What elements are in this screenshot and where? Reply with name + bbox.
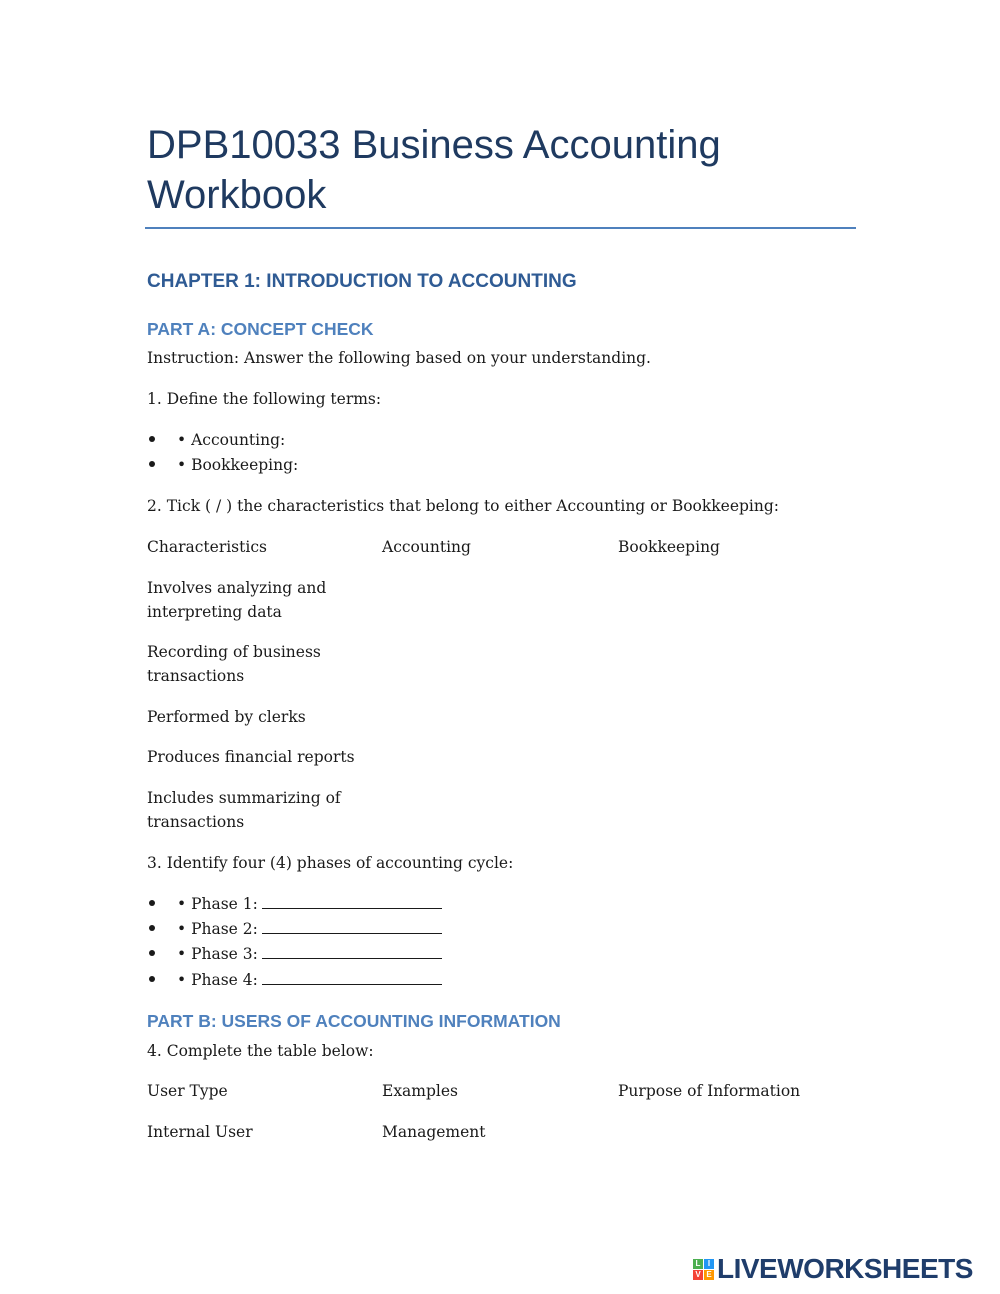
- answer-blank[interactable]: [262, 969, 442, 985]
- bullet-icon: [149, 461, 155, 467]
- bullet-icon: [149, 436, 155, 442]
- part-a-heading: PART A: CONCEPT CHECK: [147, 319, 374, 339]
- table-row: Produces financial reports: [147, 748, 355, 766]
- question-2: 2. Tick ( / ) the characteristics that belong to either Accounting or Bookkeeping:: [147, 497, 780, 515]
- bullet-icon: [149, 950, 155, 956]
- table-cell: Internal User: [147, 1123, 253, 1141]
- bullet-icon: [149, 925, 155, 931]
- list-item: • Phase 1:: [147, 892, 442, 916]
- logo-icon: L I V E: [693, 1259, 714, 1280]
- list-item: • Phase 4:: [147, 968, 442, 992]
- table-header: Examples: [382, 1082, 459, 1100]
- bullet-icon: [149, 976, 155, 982]
- question-3: 3. Identify four (4) phases of accounting cycle:: [147, 854, 514, 872]
- instruction-text: Instruction: Answer the following based on your understanding.: [147, 349, 651, 367]
- liveworksheets-logo: [693, 1255, 973, 1283]
- table-row: Involves analyzing and interpreting data: [147, 579, 327, 621]
- question-4: 4. Complete the table below:: [147, 1042, 374, 1060]
- list-item: • Bookkeeping:: [147, 453, 298, 477]
- table-cell: Management: [382, 1123, 486, 1141]
- part-b-heading: PART B: USERS OF ACCOUNTING INFORMATION: [147, 1011, 561, 1031]
- table-header: Bookkeeping: [618, 538, 720, 556]
- table-row: Recording of business transactions: [147, 643, 321, 685]
- title-divider: [145, 227, 856, 229]
- table-header: User Type: [147, 1082, 228, 1100]
- table-header: Accounting: [382, 538, 471, 556]
- answer-blank[interactable]: [262, 943, 442, 959]
- chapter-heading: CHAPTER 1: INTRODUCTION TO ACCOUNTING: [147, 271, 577, 292]
- question-1: 1. Define the following terms:: [147, 390, 382, 408]
- answer-blank[interactable]: [262, 893, 442, 909]
- table-header: Purpose of Information: [618, 1082, 801, 1100]
- list-item: • Accounting:: [147, 428, 285, 452]
- page-title: DPB10033 Business Accounting Workbook: [147, 123, 721, 217]
- answer-blank[interactable]: [262, 918, 442, 934]
- table-row: Performed by clerks: [147, 708, 306, 726]
- table-header: Characteristics: [147, 538, 267, 556]
- logo-text: LIVEWORKSHEETS: [717, 1253, 973, 1284]
- list-item: • Phase 3:: [147, 942, 442, 966]
- bullet-icon: [149, 900, 155, 906]
- list-item: • Phase 2:: [147, 917, 442, 941]
- table-row: Includes summarizing of transactions: [147, 789, 341, 831]
